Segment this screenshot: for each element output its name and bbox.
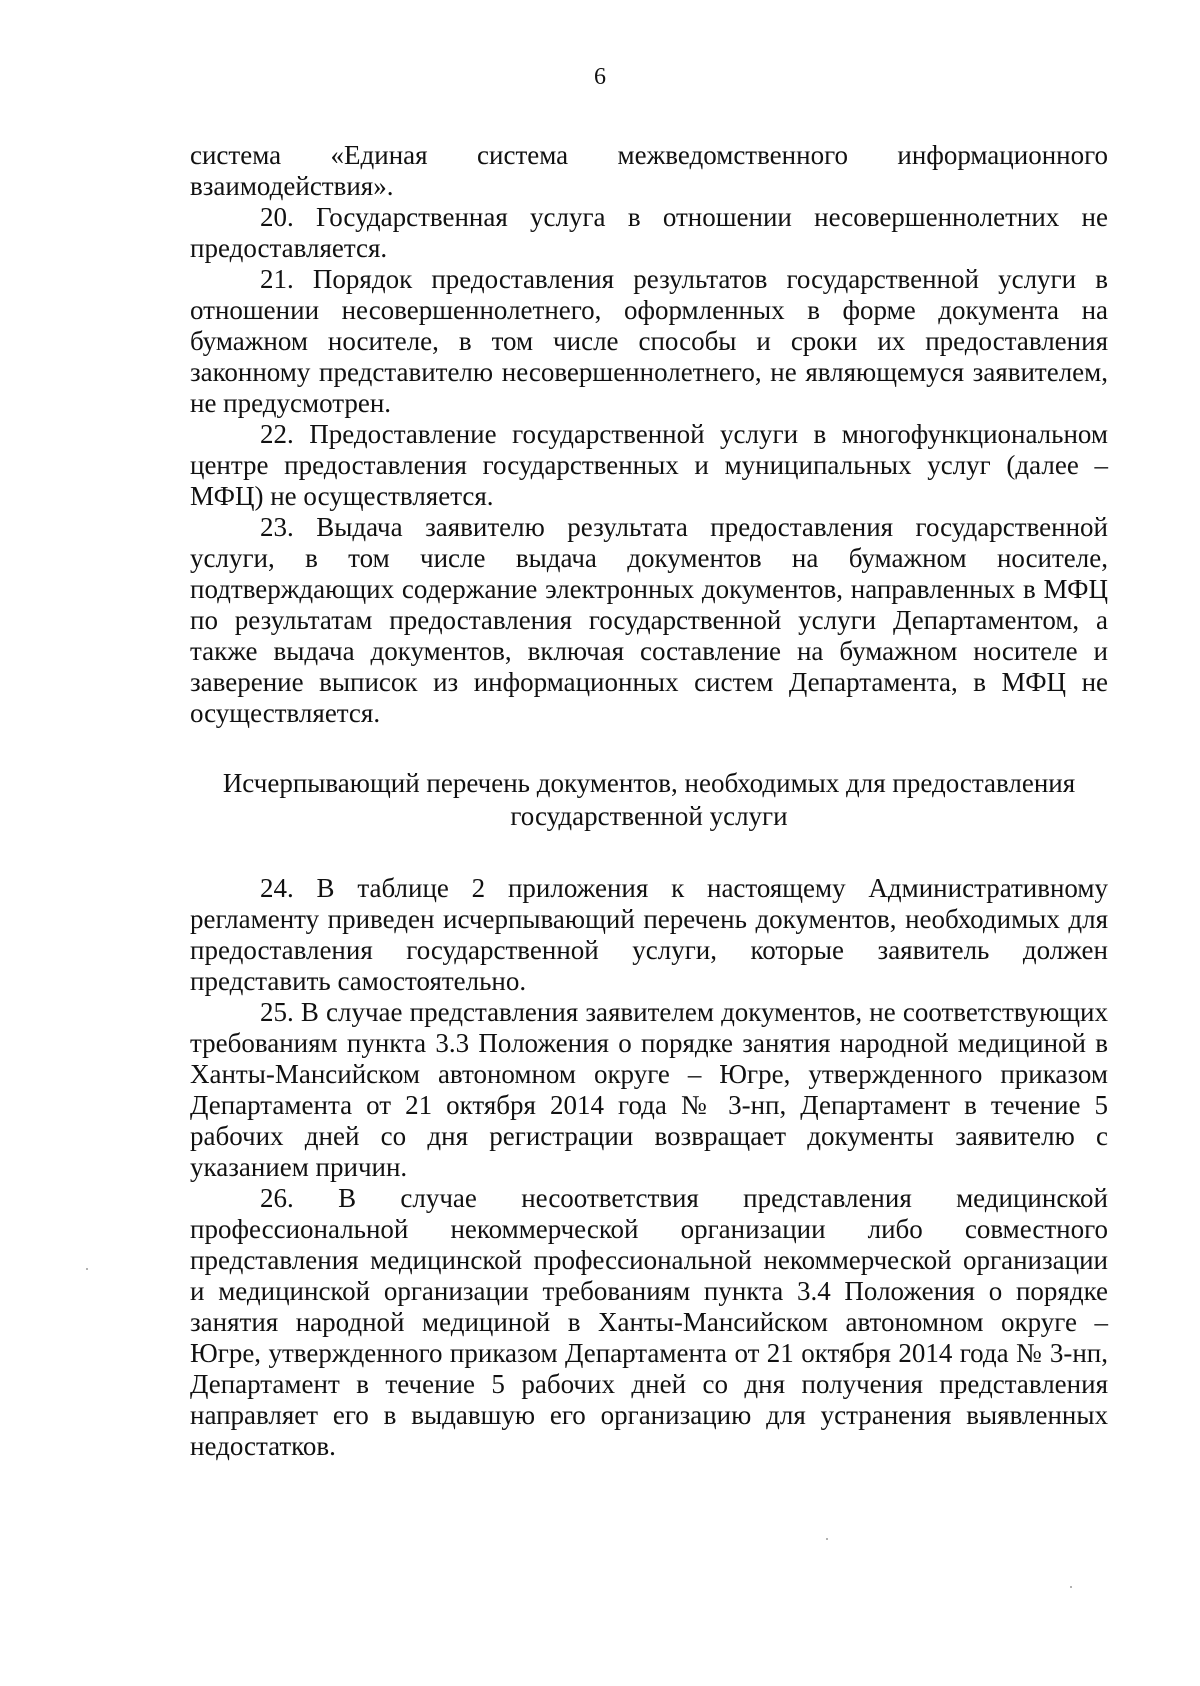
paragraph-24: 24. В таблице 2 приложения к настоящему Административному регламенту приведен исчерпывающий перечень документов, необходимых для предоставления государственной услуги, которые заявитель должен представить самостоятельно. <box>190 873 1108 996</box>
section-heading <box>190 767 1108 833</box>
paragraph-continuation: система «Единая система межведомственного информационного взаимодействия». <box>190 140 1108 201</box>
section-heading-line-2: государственной услуги <box>510 801 788 831</box>
paragraph-25: 25. В случае представления заявителем документов, не соответствующих требованиям пункта 3.3 Положения о порядке занятия народной медициной в Ханты-Мансийском автономном округе – Югре, утвержденного приказом Департамента от 21 октября 2014 года № 3-нп, Департамент в течение 5 рабочих дней со дня регистрации возвращает документы заявителю с указанием причин. <box>190 997 1108 1182</box>
paragraph-22: 22. Предоставление государственной услуги в многофункциональном центре предоставления государственных и муниципальных услуг (далее – МФЦ) не осуществляется. <box>190 419 1108 511</box>
paragraph-26: 26. В случае несоответствия представления медицинской профессиональной некоммерческой организации либо совместного представления медицинской профессиональной некоммерческой организации и медицинской организации требованиям пункта 3.4 Положения о порядке занятия народной медициной в Ханты-Мансийском автономном округе – Югре, утвержденного приказом Департамента от 21 октября 2014 года № 3-нп, Департамент в течение 5 рабочих дней со дня получения представления направляет его в выдавшую его организацию для устранения выявленных недостатков. <box>190 1183 1108 1461</box>
section-heading-line-1: Исчерпывающий перечень документов, необходимых для предоставления <box>222 768 1076 798</box>
document-body <box>190 140 1108 1462</box>
scan-speck <box>1070 1586 1072 1588</box>
paragraph-20: 20. Государственная услуга в отношении несовершеннолетних не предоставляется. <box>190 202 1108 263</box>
paragraph-23: 23. Выдача заявителю результата предоставления государственной услуги, в том числе выдача документов на бумажном носителе, подтверждающих содержание электронных документов, направленных в МФЦ по результатам предоставления государственной услуги Департаментом, а также выдача документов, включая составление на бумажном носителе и заверение выписок из информационных систем Департамента, в МФЦ не осуществляется. <box>190 512 1108 728</box>
paragraph-21: 21. Порядок предоставления результатов государственной услуги в отношении несовершеннолетнего, оформленных в форме документа на бумажном носителе, в том числе способы и сроки их предоставления законному представителю несовершеннолетнего, не являющемуся заявителем, не предусмотрен. <box>190 264 1108 418</box>
scan-speck <box>86 1268 88 1270</box>
page-number: 6 <box>594 64 606 90</box>
scan-speck <box>826 1538 828 1540</box>
